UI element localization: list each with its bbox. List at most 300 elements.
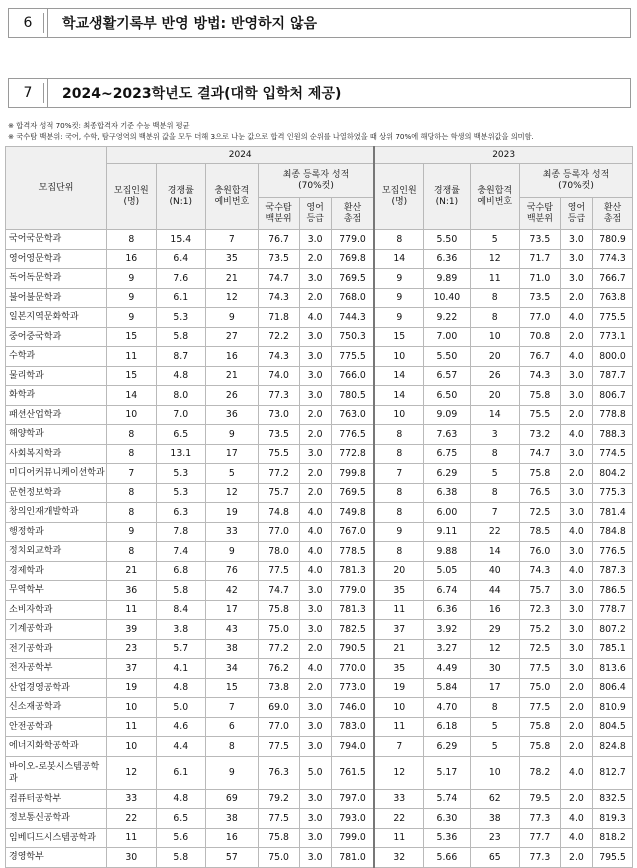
section-7-header: [8, 78, 631, 108]
y2023-eng-cell: 4.0: [560, 425, 592, 445]
y2024-ratio-cell: 5.8: [156, 327, 205, 347]
y2023-kst-cell: 73.5: [519, 230, 560, 250]
y2023-ratio-cell: 6.36: [424, 600, 470, 620]
y2024-eng-cell: 3.0: [299, 269, 331, 289]
y2023-ratio-cell: 5.74: [424, 789, 470, 809]
y2023-eng-cell: 3.0: [560, 444, 592, 464]
table-row: [6, 249, 633, 269]
dept-name: 안전공학과: [6, 717, 107, 737]
header-eng: 영어 등급: [560, 198, 592, 230]
dept-name: 정보통신공학과: [6, 809, 107, 829]
y2024-total-cell: 773.0: [331, 678, 374, 698]
y2024-eng-cell: 2.0: [299, 425, 331, 445]
y2024-eng-cell: 2.0: [299, 288, 331, 308]
y2023-ratio-cell: 6.18: [424, 717, 470, 737]
y2023-ratio-cell: 7.63: [424, 425, 470, 445]
y2023-recruit-cell: 22: [374, 809, 423, 829]
header-year-2024: 2024: [107, 147, 375, 164]
y2024-wait-cell: 5: [205, 464, 258, 484]
y2024-total-cell: 794.0: [331, 737, 374, 757]
y2024-kst-cell: 77.0: [258, 717, 299, 737]
table-row: [6, 809, 633, 829]
y2024-eng-cell: 5.0: [299, 756, 331, 789]
y2024-recruit-cell: 23: [107, 639, 156, 659]
y2023-total-cell: 775.3: [593, 483, 633, 503]
y2023-wait-cell: 12: [470, 639, 519, 659]
y2024-recruit-cell: 11: [107, 347, 156, 367]
dept-name: 국어국문학과: [6, 230, 107, 250]
y2023-ratio-cell: 9.88: [424, 542, 470, 562]
y2024-ratio-cell: 3.8: [156, 620, 205, 640]
y2023-total-cell: 824.8: [593, 737, 633, 757]
y2024-wait-cell: 9: [205, 756, 258, 789]
header-year-2023: 2023: [374, 147, 632, 164]
y2023-ratio-cell: 6.38: [424, 483, 470, 503]
y2024-wait-cell: 17: [205, 600, 258, 620]
y2024-kst-cell: 69.0: [258, 698, 299, 718]
table-row: [6, 756, 633, 789]
y2023-total-cell: 832.5: [593, 789, 633, 809]
y2023-wait-cell: 44: [470, 581, 519, 601]
note-line: ※ 국수탐 백분위: 국어, 수학, 탐구영역의 백분위 값을 모두 더해 3으로 나눈 값으로 합격 인원의 순위를 나열하였을 때 상위 70%에 해당하는 학생의 백분위값을 의미함.: [8, 132, 534, 141]
y2023-ratio-cell: 5.50: [424, 230, 470, 250]
y2023-recruit-cell: 9: [374, 288, 423, 308]
y2023-total-cell: 775.5: [593, 308, 633, 328]
y2024-ratio-cell: 8.0: [156, 386, 205, 406]
y2024-eng-cell: 2.0: [299, 639, 331, 659]
y2023-ratio-cell: 9.11: [424, 522, 470, 542]
y2023-kst-cell: 75.8: [519, 737, 560, 757]
y2023-ratio-cell: 9.22: [424, 308, 470, 328]
y2023-wait-cell: 7: [470, 503, 519, 523]
y2024-total-cell: 783.0: [331, 717, 374, 737]
y2023-total-cell: 778.8: [593, 405, 633, 425]
table-row: [6, 366, 633, 386]
y2024-recruit-cell: 39: [107, 620, 156, 640]
y2024-ratio-cell: 6.5: [156, 425, 205, 445]
y2024-ratio-cell: 6.1: [156, 288, 205, 308]
y2023-wait-cell: 38: [470, 809, 519, 829]
y2024-total-cell: 778.5: [331, 542, 374, 562]
header-eng: 영어 등급: [299, 198, 331, 230]
y2024-eng-cell: 3.0: [299, 717, 331, 737]
y2023-kst-cell: 77.0: [519, 308, 560, 328]
table-row: [6, 269, 633, 289]
y2024-eng-cell: 3.0: [299, 620, 331, 640]
y2023-kst-cell: 77.3: [519, 809, 560, 829]
table-row: [6, 789, 633, 809]
dept-name: 창의인재개발학과: [6, 503, 107, 523]
y2024-eng-cell: 3.0: [299, 366, 331, 386]
y2023-total-cell: 810.9: [593, 698, 633, 718]
y2024-eng-cell: 3.0: [299, 444, 331, 464]
y2023-kst-cell: 77.3: [519, 848, 560, 868]
y2023-recruit-cell: 10: [374, 347, 423, 367]
y2023-wait-cell: 17: [470, 678, 519, 698]
y2024-eng-cell: 3.0: [299, 581, 331, 601]
y2024-eng-cell: 4.0: [299, 561, 331, 581]
y2024-total-cell: 767.0: [331, 522, 374, 542]
y2024-ratio-cell: 8.4: [156, 600, 205, 620]
y2023-recruit-cell: 9: [374, 308, 423, 328]
y2023-eng-cell: 2.0: [560, 848, 592, 868]
table-row: [6, 405, 633, 425]
y2024-total-cell: 780.5: [331, 386, 374, 406]
y2024-recruit-cell: 9: [107, 522, 156, 542]
y2024-kst-cell: 75.0: [258, 620, 299, 640]
y2024-kst-cell: 77.5: [258, 809, 299, 829]
y2023-wait-cell: 8: [470, 308, 519, 328]
y2024-wait-cell: 38: [205, 809, 258, 829]
y2023-wait-cell: 5: [470, 737, 519, 757]
y2023-kst-cell: 72.5: [519, 639, 560, 659]
y2024-recruit-cell: 21: [107, 561, 156, 581]
y2023-kst-cell: 75.5: [519, 405, 560, 425]
y2024-total-cell: 772.8: [331, 444, 374, 464]
y2024-kst-cell: 75.5: [258, 444, 299, 464]
y2023-kst-cell: 71.0: [519, 269, 560, 289]
table-row: [6, 347, 633, 367]
y2023-kst-cell: 75.8: [519, 464, 560, 484]
y2024-kst-cell: 74.0: [258, 366, 299, 386]
table-row: [6, 848, 633, 868]
y2023-kst-cell: 75.7: [519, 581, 560, 601]
y2023-ratio-cell: 10.40: [424, 288, 470, 308]
y2024-wait-cell: 69: [205, 789, 258, 809]
y2023-eng-cell: 4.0: [560, 308, 592, 328]
y2024-total-cell: 799.0: [331, 828, 374, 848]
y2023-total-cell: 786.5: [593, 581, 633, 601]
y2024-total-cell: 779.0: [331, 230, 374, 250]
y2023-eng-cell: 3.0: [560, 483, 592, 503]
y2023-eng-cell: 3.0: [560, 386, 592, 406]
y2023-wait-cell: 14: [470, 542, 519, 562]
y2024-ratio-cell: 4.8: [156, 789, 205, 809]
y2023-wait-cell: 8: [470, 483, 519, 503]
y2024-kst-cell: 71.8: [258, 308, 299, 328]
y2024-recruit-cell: 15: [107, 327, 156, 347]
y2024-wait-cell: 7: [205, 698, 258, 718]
y2024-kst-cell: 77.2: [258, 639, 299, 659]
y2023-recruit-cell: 11: [374, 717, 423, 737]
header-final: 최종 등록자 성적 (70%컷): [258, 164, 374, 198]
y2024-total-cell: 769.5: [331, 269, 374, 289]
y2024-recruit-cell: 14: [107, 386, 156, 406]
y2023-kst-cell: 75.8: [519, 717, 560, 737]
y2024-kst-cell: 79.2: [258, 789, 299, 809]
y2023-wait-cell: 5: [470, 230, 519, 250]
y2023-total-cell: 795.5: [593, 848, 633, 868]
y2024-recruit-cell: 10: [107, 405, 156, 425]
y2023-eng-cell: 3.0: [560, 249, 592, 269]
header-final: 최종 등록자 성적 (70%컷): [519, 164, 632, 198]
y2024-kst-cell: 77.5: [258, 737, 299, 757]
y2023-total-cell: 819.3: [593, 809, 633, 829]
dept-name: 수학과: [6, 347, 107, 367]
y2023-recruit-cell: 15: [374, 327, 423, 347]
y2024-recruit-cell: 11: [107, 717, 156, 737]
header-wait: 충원합격 예비번호: [205, 164, 258, 230]
y2024-eng-cell: 2.0: [299, 249, 331, 269]
y2023-total-cell: 800.0: [593, 347, 633, 367]
y2024-total-cell: 744.3: [331, 308, 374, 328]
y2024-kst-cell: 74.7: [258, 581, 299, 601]
section-title: 학교생활기록부 반영 방법: 반영하지 않음: [62, 16, 318, 32]
dept-name: 신소재공학과: [6, 698, 107, 718]
y2024-wait-cell: 7: [205, 230, 258, 250]
table-row: [6, 483, 633, 503]
y2024-recruit-cell: 8: [107, 503, 156, 523]
y2024-recruit-cell: 7: [107, 464, 156, 484]
dept-name: 행정학과: [6, 522, 107, 542]
y2023-recruit-cell: 9: [374, 269, 423, 289]
y2023-ratio-cell: 5.84: [424, 678, 470, 698]
dept-name: 무역학부: [6, 581, 107, 601]
y2024-recruit-cell: 8: [107, 230, 156, 250]
y2023-kst-cell: 74.7: [519, 444, 560, 464]
y2024-recruit-cell: 10: [107, 698, 156, 718]
y2023-eng-cell: 3.0: [560, 542, 592, 562]
y2023-wait-cell: 12: [470, 249, 519, 269]
y2024-eng-cell: 2.0: [299, 405, 331, 425]
dept-name: 기계공학과: [6, 620, 107, 640]
y2023-kst-cell: 78.2: [519, 756, 560, 789]
table-row: [6, 386, 633, 406]
y2023-recruit-cell: 33: [374, 789, 423, 809]
y2023-ratio-cell: 6.30: [424, 809, 470, 829]
y2024-ratio-cell: 15.4: [156, 230, 205, 250]
y2024-ratio-cell: 4.4: [156, 737, 205, 757]
results-table: [5, 146, 633, 868]
y2023-eng-cell: 2.0: [560, 288, 592, 308]
y2024-recruit-cell: 22: [107, 809, 156, 829]
y2024-kst-cell: 77.0: [258, 522, 299, 542]
table-row: [6, 444, 633, 464]
y2023-recruit-cell: 14: [374, 386, 423, 406]
y2024-total-cell: 790.5: [331, 639, 374, 659]
y2024-eng-cell: 4.0: [299, 542, 331, 562]
y2023-wait-cell: 26: [470, 366, 519, 386]
y2023-total-cell: 806.7: [593, 386, 633, 406]
y2023-ratio-cell: 5.36: [424, 828, 470, 848]
y2024-ratio-cell: 8.7: [156, 347, 205, 367]
header-recruit: 모집인원 (명): [374, 164, 423, 230]
y2023-wait-cell: 10: [470, 327, 519, 347]
y2023-wait-cell: 20: [470, 386, 519, 406]
y2023-wait-cell: 30: [470, 659, 519, 679]
y2024-eng-cell: 2.0: [299, 483, 331, 503]
y2024-ratio-cell: 7.8: [156, 522, 205, 542]
y2024-kst-cell: 75.0: [258, 848, 299, 868]
y2023-recruit-cell: 11: [374, 828, 423, 848]
y2024-wait-cell: 9: [205, 542, 258, 562]
y2023-kst-cell: 77.5: [519, 659, 560, 679]
y2023-recruit-cell: 37: [374, 620, 423, 640]
y2023-total-cell: 787.7: [593, 366, 633, 386]
y2024-kst-cell: 76.2: [258, 659, 299, 679]
y2023-eng-cell: 4.0: [560, 809, 592, 829]
y2023-eng-cell: 3.0: [560, 581, 592, 601]
y2024-kst-cell: 74.3: [258, 347, 299, 367]
header-ratio: 경쟁률 (N:1): [156, 164, 205, 230]
y2023-kst-cell: 71.7: [519, 249, 560, 269]
y2023-kst-cell: 75.0: [519, 678, 560, 698]
y2023-wait-cell: 16: [470, 600, 519, 620]
header-recruit: 모집인원 (명): [107, 164, 156, 230]
y2023-eng-cell: 3.0: [560, 600, 592, 620]
y2023-ratio-cell: 6.57: [424, 366, 470, 386]
y2023-wait-cell: 8: [470, 288, 519, 308]
y2023-kst-cell: 75.2: [519, 620, 560, 640]
y2023-ratio-cell: 6.29: [424, 464, 470, 484]
y2023-eng-cell: 2.0: [560, 464, 592, 484]
y2024-recruit-cell: 9: [107, 269, 156, 289]
y2023-wait-cell: 8: [470, 444, 519, 464]
y2024-eng-cell: 4.0: [299, 522, 331, 542]
y2024-recruit-cell: 16: [107, 249, 156, 269]
y2023-ratio-cell: 5.17: [424, 756, 470, 789]
y2024-kst-cell: 78.0: [258, 542, 299, 562]
dept-name: 해양학과: [6, 425, 107, 445]
header-kst: 국수탐 백분위: [519, 198, 560, 230]
y2024-wait-cell: 35: [205, 249, 258, 269]
table-row: [6, 561, 633, 581]
dept-name: 임베디드시스템공학과: [6, 828, 107, 848]
y2023-total-cell: 818.2: [593, 828, 633, 848]
y2024-ratio-cell: 4.8: [156, 366, 205, 386]
y2024-ratio-cell: 7.4: [156, 542, 205, 562]
table-row: [6, 288, 633, 308]
y2024-total-cell: 797.0: [331, 789, 374, 809]
table-row: [6, 600, 633, 620]
y2023-wait-cell: 11: [470, 269, 519, 289]
y2024-eng-cell: 3.0: [299, 809, 331, 829]
y2023-total-cell: 763.8: [593, 288, 633, 308]
y2023-total-cell: 766.7: [593, 269, 633, 289]
y2023-recruit-cell: 14: [374, 366, 423, 386]
y2023-recruit-cell: 10: [374, 698, 423, 718]
table-row: [6, 698, 633, 718]
y2023-ratio-cell: 4.70: [424, 698, 470, 718]
y2023-eng-cell: 2.0: [560, 789, 592, 809]
y2023-recruit-cell: 8: [374, 483, 423, 503]
y2023-ratio-cell: 5.05: [424, 561, 470, 581]
dept-name: 문헌정보학과: [6, 483, 107, 503]
y2023-eng-cell: 3.0: [560, 639, 592, 659]
y2023-recruit-cell: 19: [374, 678, 423, 698]
y2024-ratio-cell: 4.1: [156, 659, 205, 679]
y2024-kst-cell: 72.2: [258, 327, 299, 347]
dept-name: 미디어커뮤니케이션학과: [6, 464, 107, 484]
y2023-ratio-cell: 6.50: [424, 386, 470, 406]
y2024-ratio-cell: 7.0: [156, 405, 205, 425]
y2024-kst-cell: 74.7: [258, 269, 299, 289]
y2024-total-cell: 781.3: [331, 600, 374, 620]
y2023-kst-cell: 77.5: [519, 698, 560, 718]
y2023-eng-cell: 4.0: [560, 561, 592, 581]
y2023-kst-cell: 73.5: [519, 288, 560, 308]
table-row: [6, 425, 633, 445]
y2024-recruit-cell: 30: [107, 848, 156, 868]
table-row: [6, 828, 633, 848]
y2024-wait-cell: 9: [205, 308, 258, 328]
dept-name: 불어불문학과: [6, 288, 107, 308]
note-line: ※ 합격자 성적 70%컷: 최종합격자 기준 수능 백분위 평균: [8, 121, 190, 130]
y2024-recruit-cell: 8: [107, 483, 156, 503]
y2023-recruit-cell: 7: [374, 464, 423, 484]
y2023-recruit-cell: 32: [374, 848, 423, 868]
y2024-total-cell: 775.5: [331, 347, 374, 367]
header-ratio: 경쟁률 (N:1): [424, 164, 470, 230]
y2024-total-cell: 766.0: [331, 366, 374, 386]
y2023-total-cell: 787.3: [593, 561, 633, 581]
dept-name: 화학과: [6, 386, 107, 406]
y2024-kst-cell: 73.0: [258, 405, 299, 425]
y2024-recruit-cell: 36: [107, 581, 156, 601]
y2023-eng-cell: 2.0: [560, 717, 592, 737]
y2023-eng-cell: 2.0: [560, 698, 592, 718]
table-row: [6, 659, 633, 679]
y2024-kst-cell: 77.3: [258, 386, 299, 406]
header-dept: 모집단위: [6, 147, 107, 230]
y2023-wait-cell: 22: [470, 522, 519, 542]
y2023-total-cell: 774.5: [593, 444, 633, 464]
y2024-wait-cell: 16: [205, 347, 258, 367]
y2024-ratio-cell: 6.5: [156, 809, 205, 829]
header-total: 환산 총점: [331, 198, 374, 230]
y2023-recruit-cell: 10: [374, 405, 423, 425]
dept-name: 영어영문학과: [6, 249, 107, 269]
y2023-eng-cell: 4.0: [560, 522, 592, 542]
section-number: 7: [9, 79, 48, 107]
y2024-kst-cell: 73.8: [258, 678, 299, 698]
y2023-kst-cell: 74.3: [519, 561, 560, 581]
table-row: [6, 522, 633, 542]
y2023-eng-cell: 3.0: [560, 269, 592, 289]
y2023-total-cell: 781.4: [593, 503, 633, 523]
y2023-recruit-cell: 35: [374, 659, 423, 679]
dept-name: 전기공학과: [6, 639, 107, 659]
y2023-eng-cell: 2.0: [560, 327, 592, 347]
y2024-eng-cell: 3.0: [299, 347, 331, 367]
y2023-total-cell: 774.3: [593, 249, 633, 269]
y2023-recruit-cell: 8: [374, 230, 423, 250]
y2023-wait-cell: 40: [470, 561, 519, 581]
y2024-ratio-cell: 4.8: [156, 678, 205, 698]
y2024-eng-cell: 2.0: [299, 464, 331, 484]
y2024-eng-cell: 3.0: [299, 828, 331, 848]
y2023-wait-cell: 29: [470, 620, 519, 640]
y2024-ratio-cell: 5.8: [156, 581, 205, 601]
y2023-recruit-cell: 20: [374, 561, 423, 581]
dept-name: 물리학과: [6, 366, 107, 386]
table-row: [6, 230, 633, 250]
dept-name: 중어중국학과: [6, 327, 107, 347]
y2023-wait-cell: 3: [470, 425, 519, 445]
y2023-ratio-cell: 7.00: [424, 327, 470, 347]
table-row: [6, 717, 633, 737]
y2023-kst-cell: 74.3: [519, 366, 560, 386]
y2023-ratio-cell: 9.09: [424, 405, 470, 425]
y2023-total-cell: 780.9: [593, 230, 633, 250]
y2024-recruit-cell: 8: [107, 542, 156, 562]
y2024-wait-cell: 9: [205, 425, 258, 445]
y2023-recruit-cell: 8: [374, 425, 423, 445]
dept-name: 바이오-로봇시스템공학과: [6, 756, 107, 789]
y2024-kst-cell: 73.5: [258, 425, 299, 445]
y2024-kst-cell: 73.5: [258, 249, 299, 269]
y2023-ratio-cell: 3.92: [424, 620, 470, 640]
